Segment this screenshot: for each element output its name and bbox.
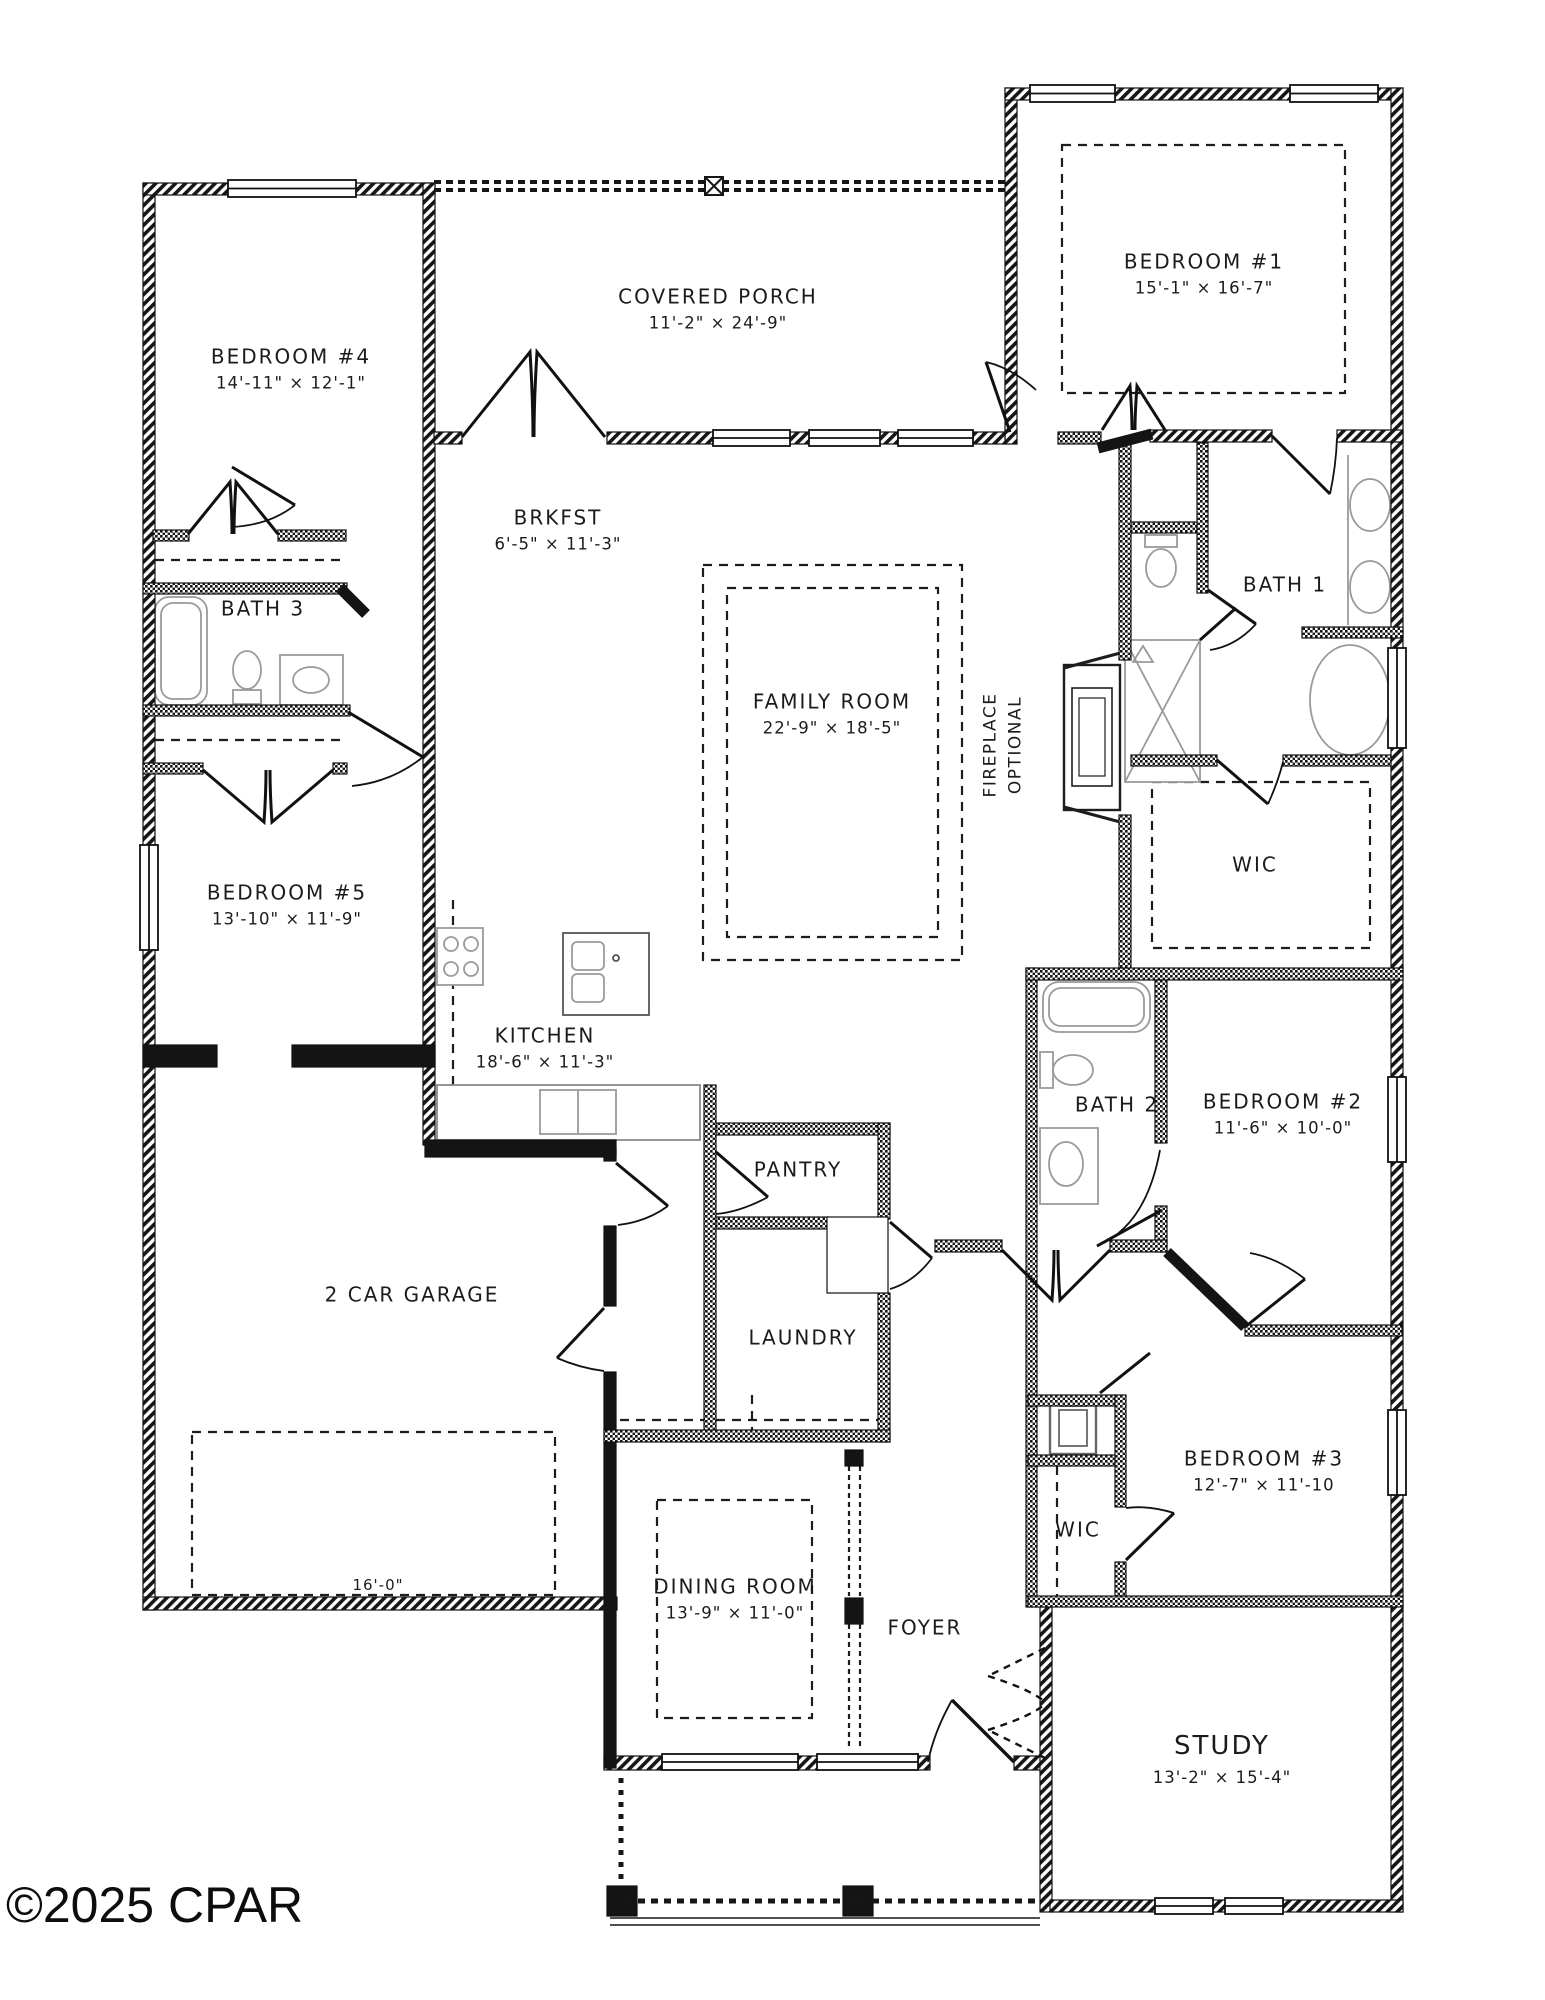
- room-name: BEDROOM #4: [210, 344, 372, 369]
- stove-icon: [437, 928, 483, 985]
- cased-opening-post: [845, 1598, 863, 1624]
- room-dims: 13'-10" × 11'-9": [212, 909, 362, 929]
- room-name: LAUNDRY: [748, 1325, 858, 1350]
- wall-porch-right: [1005, 88, 1017, 444]
- window: [1388, 1410, 1406, 1495]
- window: [809, 430, 880, 446]
- room-dims: 6'-5" × 11'-3": [494, 534, 622, 554]
- toilet-icon: [1145, 535, 1177, 587]
- window: [1388, 1077, 1406, 1162]
- kitchen-counter: [437, 1085, 700, 1140]
- window: [140, 845, 158, 950]
- door: [716, 1152, 768, 1214]
- room-name: PANTRY: [753, 1157, 843, 1182]
- kitchen-island: [563, 933, 649, 1015]
- fireplace-icon: [1064, 652, 1124, 823]
- room-name: FAMILY ROOM: [752, 689, 912, 714]
- porch-column: [607, 1886, 637, 1916]
- room-name: FOYER: [887, 1615, 963, 1640]
- window: [1388, 648, 1406, 748]
- door: [1097, 1150, 1162, 1246]
- wall-bedroom1-bottom: [1337, 430, 1403, 442]
- bathtub-icon: [155, 597, 207, 705]
- wic-shelf-outline: [1152, 782, 1370, 948]
- room-dims: 22'-9" × 18'-5": [762, 718, 902, 738]
- dining-table-outline: [657, 1500, 812, 1718]
- door: [1200, 608, 1236, 640]
- bathtub-icon: [1310, 645, 1390, 755]
- wall-study-left: [1040, 1607, 1052, 1912]
- french-door: [1002, 1250, 1110, 1300]
- room-name: BATH 1: [1242, 572, 1328, 597]
- window: [1290, 85, 1378, 102]
- door: [557, 1308, 604, 1371]
- front-door: [928, 1700, 1014, 1762]
- room-dims: 13'-2" × 15'-4": [1152, 1767, 1292, 1787]
- wall-bedroom1-bottom: [1150, 430, 1272, 442]
- french-door: [462, 352, 605, 437]
- room-dims: 15'-1" × 16'-7": [1134, 278, 1274, 298]
- dashed-markings: [155, 145, 1370, 1750]
- window: [1225, 1898, 1283, 1914]
- door: [1245, 1253, 1305, 1327]
- window: [713, 430, 790, 446]
- bathtub-icon: [1043, 982, 1150, 1032]
- room-name: STUDY: [1174, 1731, 1270, 1762]
- garage-width-dimension: 16'-0": [352, 1576, 404, 1594]
- bed-outline-bedroom1: [1062, 145, 1345, 393]
- sink-icon: [1350, 479, 1390, 531]
- window: [817, 1754, 918, 1770]
- room-dims: 11'-6" × 10'-0": [1213, 1118, 1353, 1138]
- room-name: DINING ROOM: [653, 1574, 817, 1599]
- door: [1208, 590, 1256, 650]
- door: [348, 712, 423, 786]
- family-room-outline-inner: [727, 588, 938, 937]
- sink-icon: [1040, 1128, 1098, 1204]
- door: [616, 1163, 668, 1225]
- door: [890, 1222, 932, 1289]
- room-name: BRKFST: [513, 505, 603, 530]
- window: [228, 180, 356, 197]
- garage-door-outline: [192, 1432, 555, 1595]
- sink-icon: [1350, 561, 1390, 613]
- optional-french-door: [988, 1648, 1045, 1758]
- room-dims: 18'-6" × 11'-3": [475, 1052, 615, 1072]
- toilet-icon: [233, 651, 261, 704]
- note-line: FIREPLACE: [980, 692, 1001, 798]
- wall-west-spine: [423, 183, 435, 1145]
- sink-icon: [280, 655, 343, 705]
- french-door: [203, 770, 333, 822]
- door: [1126, 1507, 1174, 1560]
- walls: [143, 88, 1403, 1916]
- window: [1155, 1898, 1213, 1914]
- room-name: BEDROOM #2: [1202, 1089, 1364, 1114]
- room-name: BEDROOM #5: [206, 880, 368, 905]
- wall-east: [1391, 88, 1403, 1912]
- room-name: BATH 2: [1074, 1092, 1160, 1117]
- wall-garage-bottom: [143, 1597, 617, 1610]
- window: [662, 1754, 798, 1770]
- cased-opening-post: [845, 1450, 863, 1466]
- room-dims: 13'-9" × 11'-0": [665, 1603, 805, 1623]
- room-dims: 14'-11" × 12'-1": [216, 373, 366, 393]
- note-line: OPTIONAL: [1005, 695, 1025, 795]
- window: [898, 430, 973, 446]
- door: [1272, 436, 1337, 494]
- copyright-watermark: ©2025 CPAR: [6, 1877, 304, 1933]
- room-dims: 11'-2" × 24'-9": [648, 313, 788, 333]
- room-name: COVERED PORCH: [618, 284, 818, 309]
- room-name: WIC: [1055, 1517, 1101, 1542]
- room-dims: 12'-7" × 11'-10: [1193, 1475, 1335, 1495]
- fixtures: [155, 455, 1390, 1454]
- windows: [140, 85, 1406, 1914]
- door: [1100, 1353, 1150, 1393]
- family-room-outline-outer: [703, 565, 962, 960]
- porch-post-marker: [705, 177, 723, 195]
- toilet-icon: [1040, 1052, 1093, 1088]
- room-name: BATH 3: [220, 596, 306, 621]
- room-name: BEDROOM #1: [1123, 249, 1285, 274]
- room-name: WIC: [1232, 852, 1278, 877]
- room-name: KITCHEN: [494, 1023, 596, 1048]
- window: [1030, 85, 1115, 102]
- water-heater-icon: [1050, 1402, 1096, 1454]
- room-name: BEDROOM #3: [1183, 1446, 1345, 1471]
- room-name: 2 CAR GARAGE: [324, 1282, 500, 1307]
